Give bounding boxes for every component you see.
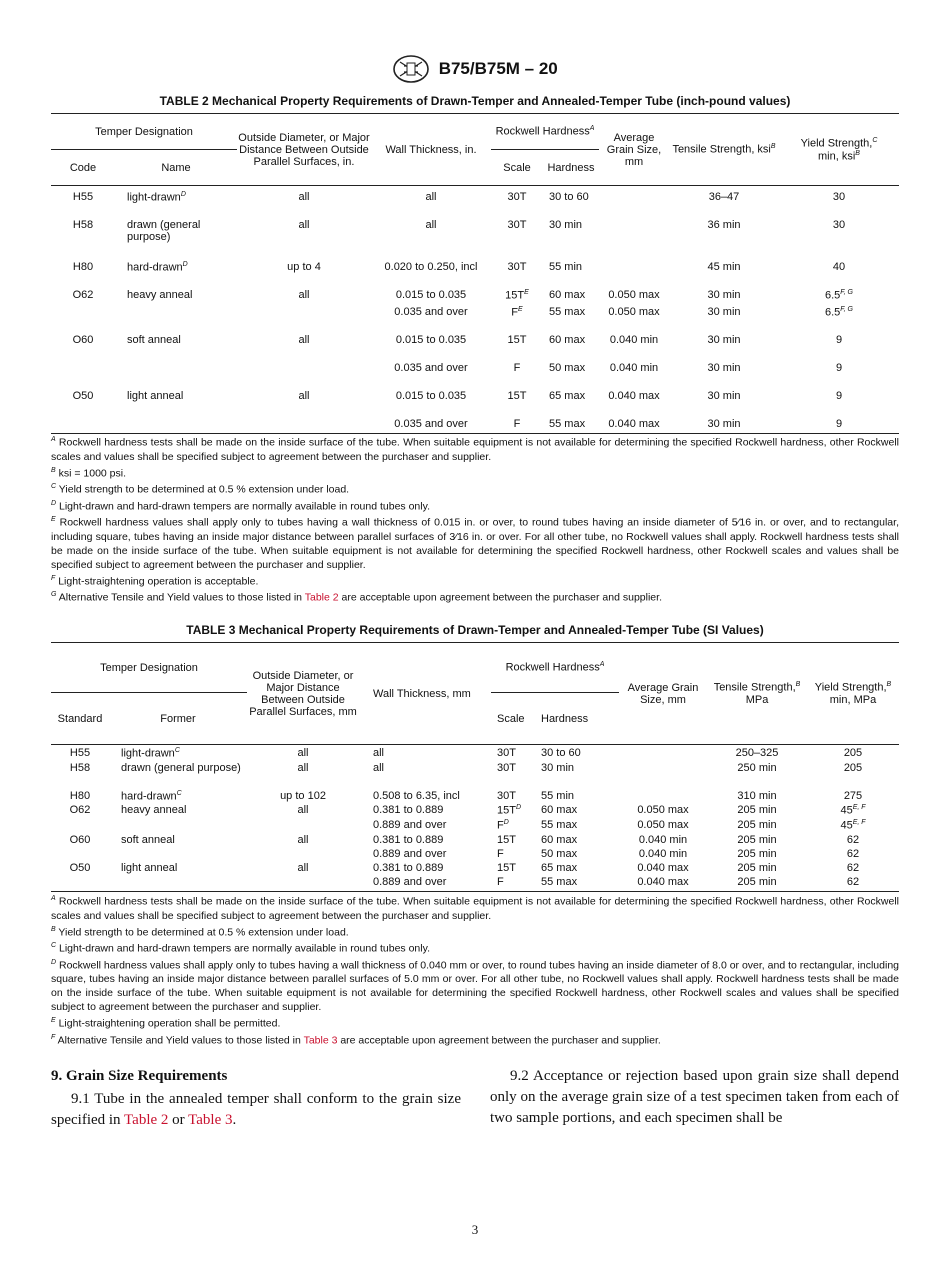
table2-cell-code [51, 413, 115, 433]
table2-cell-od [237, 301, 371, 329]
paragraph-9-1: 9.1 Tube in the annealed temper shall conform to the grain size specified in Table 2 or Table 3. [51, 1091, 461, 1128]
table3-cell-tensile: 250 min [737, 761, 777, 774]
table2-cell-scale: 15T [507, 390, 527, 403]
table2-row [51, 256, 899, 284]
table2-footnotes [51, 433, 899, 605]
table3-cell-name [109, 874, 247, 892]
table3-cell-scale: 15T [497, 833, 516, 846]
table3-cell-scale: F [497, 875, 504, 888]
table2 [51, 113, 899, 434]
table3-cell-tensile: 250–325 [735, 747, 779, 759]
table3-cell-yield: $45^{E, F}$ [840, 804, 866, 817]
table3-footnote: $^B$ Yield strength to be determined at 0.5 % extension under load. [51, 925, 349, 938]
table2-cell-scale: $F^E$ [511, 306, 523, 319]
table3-cell-grain [619, 788, 707, 803]
table3-row [51, 802, 899, 817]
table2-cell-tensile: 30 min [707, 334, 741, 347]
table3-cell-code [51, 874, 109, 892]
table3-header-temper: Temper Designation [51, 643, 247, 693]
table2-cell-code: H80 [72, 260, 94, 273]
table3-ref-link[interactable]: Table 3 [188, 1112, 233, 1128]
table2-row [51, 357, 899, 385]
table3-footnote: $^C$ Light-drawn and hard-drawn tempers are normally available in round tubes only. [51, 942, 430, 955]
table3-cell-tensile: 205 min [737, 861, 777, 874]
table3-cell-tensile: 205 min [737, 818, 777, 831]
table2-cell-name: heavy anneal [127, 288, 193, 301]
table3-cell-yield: $45^{E, F}$ [840, 818, 866, 832]
table3-cell-grain: 0.040 max [637, 875, 689, 888]
table3-header-hardness: Hardness [541, 712, 589, 725]
table2-cell-hardness: 50 max [549, 362, 586, 375]
table3-caption: TABLE 3 Mechanical Property Requirements of Drawn-Temper and Annealed-Temper Tube (SI Values) [186, 623, 764, 637]
table3-cell-name: soft anneal [121, 833, 175, 846]
table2-ref-link[interactable]: Table 2 [124, 1112, 169, 1128]
table2-cell-hardness: 55 min [549, 260, 583, 273]
table2-cell-grain: 0.040 min [609, 334, 659, 347]
table3-cell-wall: 0.889 and over [373, 818, 447, 831]
table3-cell-scale: 30T [497, 789, 516, 802]
table3-cell-wall: all [373, 761, 385, 774]
section9-left-column [51, 1066, 461, 1131]
table2-cell-tensile: 36 min [707, 218, 741, 231]
table3-header-tensile: Tensile Strength,$^B$ MPa [713, 681, 801, 706]
table2-cell-code: O60 [72, 334, 94, 347]
table2-header-temper: Temper Designation [51, 114, 237, 150]
table3-header-wall: Wall Thickness, mm [373, 687, 471, 700]
paragraph-9-2: 9.2 Acceptance or rejection based upon grain size shall depend only on the average grain size of a test specimen taken from each of two sample portions, and each specimen shall be [490, 1068, 899, 1126]
table3-cell-code: O60 [69, 833, 91, 846]
table2-footnote: $^B$ ksi = 1000 psi. [51, 466, 127, 479]
table3-cell-code: H58 [69, 761, 91, 774]
table3-row [51, 846, 899, 860]
table3-footnote: $^E$ Light-straightening operation shall be permitted. [51, 1017, 281, 1030]
table2-caption: TABLE 2 Mechanical Property Requirements of Drawn-Temper and Annealed-Temper Tube (inch-pound values) [159, 94, 791, 108]
table2-cell-od: up to 4 [287, 260, 321, 273]
table3-row [51, 832, 899, 846]
table3-row [51, 817, 899, 832]
table3-cell-yield: 62 [846, 833, 860, 846]
table2-cell-name: light-drawn$^D$ [127, 191, 186, 204]
table2-cell-scale: 30T [507, 218, 527, 231]
table3-cell-hardness: 55 min [541, 789, 575, 802]
table3-cell-scale: $15T^D$ [497, 804, 522, 817]
table3-cell-od [247, 874, 359, 892]
table3-cell-name: heavy anneal [121, 804, 187, 817]
table3-cell-wall: 0.381 to 0.889 [373, 833, 444, 846]
table3-cell-tensile: 205 min [737, 804, 777, 817]
table3-cell-od [247, 846, 359, 860]
table3-row [51, 788, 899, 803]
table2-cell-od: all [298, 390, 310, 403]
table3-cell-name: hard-drawn$^C$ [121, 789, 182, 803]
table2-cell-name: drawn (general purpose) [127, 218, 201, 243]
table2-row [51, 385, 899, 413]
table3-cell-name [109, 846, 247, 860]
table2-cell-yield: 9 [835, 418, 843, 431]
table3-cell-name: drawn (general purpose) [121, 761, 241, 774]
table2-cell-yield: 9 [835, 362, 843, 375]
table3-cell-grain [619, 745, 707, 760]
table2-header-od: Outside Diameter, or Major Distance Between Outside Parallel Surfaces, in. [238, 131, 370, 168]
table3-cell-od [247, 817, 359, 832]
table3-cell-wall: 0.508 to 6.35, incl [373, 789, 460, 802]
table2-cell-scale: 30T [507, 191, 527, 203]
table3-cell-hardness: 30 to 60 [541, 747, 581, 759]
table2-cell-hardness: 60 max [549, 334, 586, 347]
table2-footnote: $^D$ Light-drawn and hard-drawn tempers are normally available in round tubes only. [51, 499, 430, 512]
table2-cell-od: all [298, 334, 310, 347]
table3-header-od: Outside Diameter, or Major Distance Between Outside Parallel Surfaces, mm [249, 669, 357, 718]
table2-cell-hardness: 30 min [549, 218, 583, 231]
table3-cell-yield: 205 [843, 747, 863, 759]
table3-cell-name: light-drawn$^C$ [121, 747, 180, 760]
table3-cell-tensile: 205 min [737, 847, 777, 860]
table2-cell-wall: 0.035 and over [394, 418, 468, 431]
table2-cell-scale: 30T [507, 260, 527, 273]
table2-header-wall: Wall Thickness, in. [385, 143, 477, 156]
table2-header-name: Name [161, 161, 191, 174]
table2-header-rockwell: Rockwell Hardness$^A$ [491, 114, 599, 150]
table2-footnote: $^F$ Light-straightening operation is acceptable. [51, 574, 259, 587]
table2-header-scale: Scale [503, 161, 531, 174]
table3-cell-od: all [297, 747, 309, 759]
table3-cell-tensile: 205 min [737, 833, 777, 846]
table3-cell-scale: $F^D$ [497, 818, 509, 832]
table2-cell-wall: 0.035 and over [394, 362, 468, 375]
table3-cell-hardness: 65 max [541, 861, 578, 874]
table2-footnote: $^C$ Yield strength to be determined at 0.5 % extension under load. [51, 483, 350, 496]
table2-cell-scale: 15T [507, 334, 527, 347]
table2-cell-code: O50 [72, 390, 94, 403]
table3-header-yield: Yield Strength,$^B$ min, MPa [814, 681, 892, 706]
table2-cell-hardness: 55 max [549, 418, 586, 431]
table3-cell-hardness: 55 max [541, 875, 578, 888]
table2-cell-od: all [298, 288, 310, 301]
table2-cell-name: light anneal [127, 390, 184, 403]
table3-row [51, 874, 899, 892]
table2-cell-scale: $15T^E$ [505, 288, 529, 302]
table3-cell-wall: 0.889 and over [373, 847, 447, 860]
table3-cell-grain: 0.040 min [638, 847, 688, 860]
table2-row [51, 186, 899, 214]
table3-cell-wall: 0.381 to 0.889 [373, 804, 444, 817]
table3-cell-hardness: 60 max [541, 804, 578, 817]
table3 [51, 642, 899, 892]
table3-cell-yield: 62 [846, 861, 860, 874]
table3-cell-code: H55 [69, 747, 91, 759]
table2-cell-wall: 0.035 and over [394, 306, 468, 319]
table2-cell-yield: 30 [832, 191, 846, 203]
table3-cell-grain [619, 760, 707, 788]
section9-heading: 9. Grain Size Requirements [51, 1068, 228, 1084]
table2-cell-name: soft anneal [127, 334, 181, 347]
table3-cell-hardness: 50 max [541, 847, 578, 860]
table3-header-former: Former [160, 712, 196, 725]
table3-cell-scale: 30T [497, 747, 516, 759]
table2-cell-grain: 0.040 max [608, 418, 660, 431]
table2-cell-yield: $6.5^{F, G}$ [824, 306, 853, 319]
table2-cell-wall: all [425, 218, 437, 231]
table2-cell-yield: 9 [835, 334, 843, 347]
table3-cell-tensile: 205 min [737, 875, 777, 888]
table2-cell-yield: 30 [832, 218, 846, 231]
table3-footnote: $^D$ Rockwell hardness values shall apply only to tubes having a wall thickness of 0.040 mm or over, to round tubes having an inside diameter of 8.0 or over, and to rectangular, including square, tubes having an inside major distance between parallel surfaces of 5.0 mm or over. For all other tube, no Rockwell values shall apply. Rockwell hardness tests shall be made on the inside surface of the tube. When suitable equipment is not available for determining the specified Rockwell hardness, other Rockwell scales and values shall be specified subject to agreement between the purchaser and supplier. [51, 958, 899, 1013]
table3-row [51, 860, 899, 874]
table2-row [51, 329, 899, 357]
table3-cell-name [109, 817, 247, 832]
table2-cell-code: O62 [72, 288, 94, 301]
table2-cell-scale: F [513, 362, 521, 375]
astm-logo-icon [392, 54, 430, 84]
table3-header-scale: Scale [497, 712, 525, 725]
table2-cell-wall: 0.015 to 0.035 [395, 334, 467, 347]
table2-cell-yield: 40 [832, 260, 846, 273]
table2-cell-hardness: 30 to 60 [549, 191, 589, 203]
document-number: B75/B75M – 20 [438, 59, 558, 78]
table2-cell-od: all [298, 218, 310, 231]
table2-cell-name [115, 357, 237, 385]
table3-cell-hardness: 60 max [541, 833, 578, 846]
table2-cell-yield: $6.5^{F, G}$ [824, 288, 853, 302]
table3-cell-grain: 0.040 max [637, 861, 689, 874]
table2-cell-tensile: 30 min [707, 362, 741, 375]
table3-footnote: $^A$ Rockwell hardness tests shall be made on the inside surface of the tube. When suitable equipment is not available for determining the specified Rockwell hardness, other Rockwell scales and values shall be specified subject to agreement between the purchaser and supplier. [51, 895, 899, 922]
table2-cell-od: all [298, 191, 310, 203]
table3-cell-name: light anneal [121, 861, 178, 874]
table3-cell-code [51, 846, 109, 860]
table2-header-yield: Yield Strength,$^C$ min, ksi$^B$ [800, 136, 878, 163]
table2-header-grain: Average Grain Size, mm [606, 131, 662, 168]
table3-cell-od: all [297, 804, 309, 817]
table3-cell-od: all [297, 861, 309, 874]
table3-header-standard: Standard [57, 712, 103, 725]
table2-cell-tensile: 45 min [707, 260, 741, 273]
table2-cell-grain [599, 256, 669, 284]
table2-cell-wall: 0.020 to 0.250, incl [384, 260, 478, 273]
table2-cell-od [237, 357, 371, 385]
table2-cell-tensile: 30 min [707, 418, 741, 431]
table3-cell-code: H80 [69, 789, 91, 802]
table2-header-hardness: Hardness [547, 161, 595, 174]
table2-row [51, 214, 899, 256]
table2-cell-tensile: 30 min [707, 306, 741, 319]
table2-cell-grain [599, 186, 669, 214]
table2-cell-grain [599, 214, 669, 256]
table3-cell-code: O50 [69, 861, 91, 874]
table2-cell-scale: F [513, 418, 521, 431]
table3-cell-scale: F [497, 847, 504, 860]
table2-header-code: Code [69, 161, 97, 174]
table3-cell-yield: 62 [846, 875, 860, 888]
table2-cell-hardness: 65 max [549, 390, 586, 403]
table3-cell-yield: 62 [846, 847, 860, 860]
table3-cell-tensile: 310 min [737, 789, 777, 802]
table2-row [51, 301, 899, 329]
table3-cell-od: all [297, 761, 309, 774]
section9-right-column [490, 1066, 899, 1129]
table2-cell-code [51, 301, 115, 329]
table2-cell-grain: 0.050 max [608, 288, 660, 301]
table3-header-grain: Average Grain Size, mm [627, 681, 699, 706]
table3-cell-wall: 0.889 and over [373, 875, 447, 888]
table2-cell-tensile: 30 min [707, 390, 741, 403]
table2-cell-name [115, 413, 237, 433]
table3-cell-code: O62 [69, 804, 91, 817]
table3-cell-od: all [297, 833, 309, 846]
table2-header-tensile: Tensile Strength, ksi$^B$ [672, 143, 776, 156]
table3-cell-hardness: 55 max [541, 818, 578, 831]
table3-cell-grain: 0.050 max [637, 804, 689, 817]
table2-cell-code [51, 357, 115, 385]
table2-cell-name: hard-drawn$^D$ [127, 260, 188, 274]
table2-footnote: $^E$ Rockwell hardness values shall apply only to tubes having a wall thickness of 0.015 in. or over, to round tubes having an inside diameter of 5⁄16 in. or over, and to rectangular, including square, tubes having an inside major distance between parallel surfaces of 3⁄16 in. or over. For all other tube, no Rockwell values shall apply. Rockwell hardness tests shall be made on the inside surface of the tube. When suitable equipment is not available for determining the specified Rockwell hardness, other Rockwell scales and values shall be specified subject to agreement between the purchaser and supplier. [51, 516, 899, 571]
table2-cell-hardness: 60 max [549, 288, 586, 301]
table2-footnote: $^A$ Rockwell hardness tests shall be made on the inside surface of the tube. When suitable equipment is not available for determining the specified Rockwell hardness, other Rockwell scales and values shall be specified subject to agreement between the purchaser and supplier. [51, 436, 899, 463]
table3-cell-scale: 15T [497, 861, 516, 874]
table3-cell-grain: 0.040 min [638, 833, 688, 846]
page-header [0, 54, 950, 84]
table2-cell-od [237, 413, 371, 433]
table2-cell-wall: all [425, 191, 437, 203]
table2-cell-grain: 0.040 min [609, 362, 659, 375]
table2-cell-tensile: 30 min [707, 288, 741, 301]
table3-cell-hardness: 30 min [541, 761, 575, 774]
table3-cell-code [51, 817, 109, 832]
table2-cell-grain: 0.040 max [608, 390, 660, 403]
table3-footnotes [51, 892, 899, 1047]
table2-cell-name [115, 301, 237, 329]
table3-cell-wall: 0.381 to 0.889 [373, 861, 444, 874]
table2-row [51, 413, 899, 433]
table3-cell-od: up to 102 [280, 789, 326, 802]
table3-cell-wall: all [373, 747, 385, 759]
table3-cell-yield: 205 [843, 761, 863, 774]
table3-footnote-f: $^F$ Alternative Tensile and Yield values to those listed in Table 3 are acceptable upon agreement between the purchaser and supplier. [51, 1033, 661, 1046]
table2-cell-code: H55 [72, 191, 94, 203]
table2-cell-hardness: 55 max [549, 306, 586, 319]
table2-cell-wall: 0.015 to 0.035 [395, 288, 467, 301]
table3-link[interactable]: Table 3 [303, 1034, 338, 1046]
page-number: 3 [471, 1222, 479, 1237]
table2-row [51, 284, 899, 302]
table3-row [51, 760, 899, 788]
table2-cell-grain: 0.050 max [608, 306, 660, 319]
table2-cell-tensile: 36–47 [708, 191, 740, 203]
table2-cell-yield: 9 [835, 390, 843, 403]
table2-footnote-g: $^G$ Alternative Tensile and Yield values to those listed in Table 2 are acceptable upon agreement between the purchaser and supplier. [51, 591, 662, 604]
table2-cell-code: H58 [72, 218, 94, 231]
table3-row [51, 745, 899, 760]
table3-cell-yield: 275 [843, 789, 863, 802]
table3-cell-scale: 30T [497, 761, 516, 774]
table2-link[interactable]: Table 2 [304, 591, 339, 604]
table3-header-rockwell: Rockwell Hardness$^A$ [491, 643, 619, 693]
table2-cell-wall: 0.015 to 0.035 [395, 390, 467, 403]
table3-cell-grain: 0.050 max [637, 818, 689, 831]
